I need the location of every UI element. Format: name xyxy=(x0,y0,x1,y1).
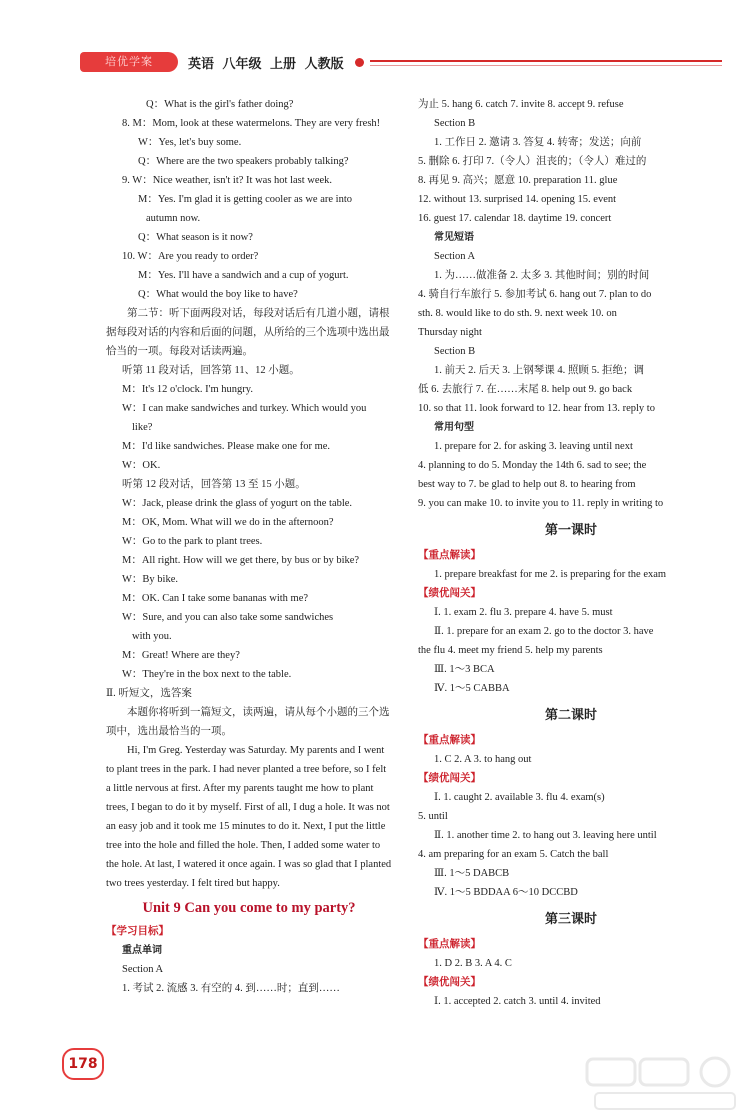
lesson-title: 第一课时 xyxy=(544,523,597,538)
right-line: 10. so that 11. look forward to 12. hear from 13. reply to xyxy=(418,403,655,414)
right-line: 5. 删除 6. 打印 7.（令人）沮丧的；（令人）难过的 xyxy=(418,156,647,167)
answer-line: the flu 4. meet my friend 5. help my parents xyxy=(418,645,603,656)
key-points-tag: 【重点解读】 xyxy=(418,549,481,561)
left-line: W：Go to the park to plant trees. xyxy=(122,536,263,547)
right-line: Section B xyxy=(434,118,476,129)
answer-line: 1. C 2. A 3. to hang out xyxy=(434,754,532,765)
left-line: autumn now. xyxy=(146,213,201,224)
left-line: W：By bike. xyxy=(122,574,178,585)
answer-line: Ⅰ. 1. accepted 2. catch 3. until 4. invited xyxy=(434,996,601,1007)
left-line: Hi, I'm Greg. Yesterday was Saturday. My parents and I went to plant trees in the park. I had never planted a tree before, so I felt a little nervous at first. After my parents taught me how to plant trees, I began to do it by myself. First of all, I dug a hole. It was not an easy job and it took me 15 minutes to do it. Next, I put the little tree into the hole and filled the hole. Then, I added some water to the hole. At last, I watered it once again. I was so glad that I planted two trees yesterday. I felt tired but happy. xyxy=(106,745,392,889)
left-line: M：Yes. I'll have a sandwich and a cup of yogurt. xyxy=(138,270,349,281)
right-line: Thursday night xyxy=(418,327,482,338)
challenge-tag: 【绩优闯关】 xyxy=(418,976,481,988)
left-line: 听第 12 段对话，回答第 13 至 15 小题。 xyxy=(122,479,306,490)
left-line: Q：What season is it now? xyxy=(138,232,253,243)
answer-line: 4. am preparing for an exam 5. Catch the ball xyxy=(418,849,609,860)
answer-line: 1. D 2. B 3. A 4. C xyxy=(434,958,512,969)
answer-line: 5. until xyxy=(418,811,448,822)
left-line: Q：What would the boy like to have? xyxy=(138,289,298,300)
left-line: M：OK. Can I take some bananas with me? xyxy=(122,593,309,604)
left-line: Ⅱ. 听短文，选答案 xyxy=(106,688,192,699)
right-column xyxy=(418,95,724,1011)
right-line: sth. 8. would like to do sth. 9. next week 10. on xyxy=(418,308,617,319)
lesson-title: 第二课时 xyxy=(544,708,597,723)
book-title: 英语 八年级 上册 人教版 xyxy=(188,57,344,72)
lesson-title: 第三课时 xyxy=(544,912,597,927)
right-line: 常用句型 xyxy=(434,422,474,433)
left-line: Q：What is the girl's father doing? xyxy=(146,99,294,110)
left-line: W：Sure, and you can also take some sandwiches xyxy=(122,612,334,623)
right-line: 8. 再见 9. 高兴；愿意 10. preparation 11. glue xyxy=(418,175,618,186)
series-badge: 培优学案 xyxy=(80,52,178,72)
right-line: 12. without 13. surprised 14. opening 15. event xyxy=(418,194,617,205)
challenge-tag: 【绩优闯关】 xyxy=(418,772,481,784)
left-line: W：Jack, please drink the glass of yogurt on the table. xyxy=(122,498,353,509)
unit-title: Unit 9 Can you come to my party? xyxy=(142,900,356,916)
right-line: 1. prepare for 2. for asking 3. leaving until next xyxy=(434,441,633,452)
key-words-heading: 重点单词 xyxy=(122,945,162,956)
answer-line: Ⅱ. 1. another time 2. to hang out 3. leaving here until xyxy=(434,830,657,841)
left-line: W：OK. xyxy=(122,460,161,471)
header-rule xyxy=(370,60,722,62)
left-line: M：OK, Mom. What will we do in the afternoon? xyxy=(122,517,334,528)
left-line: M：All right. How will we get there, by bus or by bike? xyxy=(122,555,360,566)
left-line: like? xyxy=(132,422,153,433)
watermark-logo xyxy=(585,1055,745,1115)
right-line: best way to 7. be glad to help out 8. to hearing from xyxy=(418,479,636,490)
key-points-tag: 【重点解读】 xyxy=(418,938,481,950)
right-line: 16. guest 17. calendar 18. daytime 19. concert xyxy=(418,213,612,224)
left-line: 10. W：Are you ready to order? xyxy=(122,251,259,262)
page-number: 178 xyxy=(62,1048,104,1080)
header-rule-thin xyxy=(370,65,722,66)
header-dot xyxy=(355,58,364,67)
answer-line: Ⅳ. 1～5 BDDAA 6～10 DCCBD xyxy=(434,887,578,898)
answer-line: 1. 考试 2. 流感 3. 有空的 4. 到……时；直到…… xyxy=(122,983,340,994)
right-line: 常见短语 xyxy=(434,232,474,243)
answer-line: Ⅱ. 1. prepare for an exam 2. go to the doctor 3. have xyxy=(434,626,654,637)
left-line: with you. xyxy=(132,631,172,642)
right-line: Section B xyxy=(434,346,476,357)
right-line: 1. 前天 2. 后天 3. 上钢琴课 4. 照顾 5. 拒绝；调 xyxy=(434,365,644,376)
left-line: 9. W：Nice weather, isn't it? It was hot last week. xyxy=(122,175,333,186)
left-line: W：Yes, let's buy some. xyxy=(138,137,242,148)
left-line: 本题你将听到一篇短文，读两遍，请从每个小题的三个选项中，选出最恰当的一项。 xyxy=(106,707,390,737)
key-points-tag: 【重点解读】 xyxy=(418,734,481,746)
right-line: 1. 工作日 2. 邀请 3. 答复 4. 转寄；发送；向前 xyxy=(434,137,642,148)
answer-line: Ⅰ. 1. caught 2. available 3. flu 4. exam(s) xyxy=(434,792,605,803)
challenge-tag: 【绩优闯关】 xyxy=(418,587,481,599)
left-column xyxy=(106,95,392,998)
right-line: 9. you can make 10. to invite you to 11. reply in writing to xyxy=(418,498,664,509)
right-line: 4. planning to do 5. Monday the 14th 6. sad to see; the xyxy=(418,460,647,471)
answer-line: Ⅰ. 1. exam 2. flu 3. prepare 4. have 5. must xyxy=(434,607,613,618)
learning-goal-tag: 【学习目标】 xyxy=(106,925,169,937)
left-line: 第二节：听下面两段对话，每段对话后有几道小题，请根据每段对话的内容和后面的问题，从所给的三个选项中选出最恰当的一项。每段对话读两遍。 xyxy=(106,308,390,357)
left-line: M：I'd like sandwiches. Please make one for me. xyxy=(122,441,331,452)
left-line: W：I can make sandwiches and turkey. Which would you xyxy=(122,403,367,414)
right-line: 为止 5. hang 6. catch 7. invite 8. accept 9. refuse xyxy=(418,99,624,110)
answer-line: 1. prepare breakfast for me 2. is preparing for the exam xyxy=(434,569,667,580)
left-line: 8. M：Mom, look at these watermelons. They are very fresh! xyxy=(122,118,381,129)
left-line: Q：Where are the two speakers probably talking? xyxy=(138,156,349,167)
left-line: W：They're in the box next to the table. xyxy=(122,669,292,680)
left-line: M：Yes. I'm glad it is getting cooler as we are into xyxy=(138,194,352,205)
section-a-label: Section A xyxy=(122,964,164,975)
right-line: 1. 为……做准备 2. 太多 3. 其他时间；别的时间 xyxy=(434,270,650,281)
left-line: M：Great! Where are they? xyxy=(122,650,240,661)
right-line: 4. 骑自行车旅行 5. 参加考试 6. hang out 7. plan to do xyxy=(418,289,652,300)
answer-line: Ⅲ. 1～3 BCA xyxy=(434,664,495,675)
left-line: M：It's 12 o'clock. I'm hungry. xyxy=(122,384,253,395)
answer-line: Ⅲ. 1～5 DABCB xyxy=(434,868,510,879)
answer-line: Ⅳ. 1～5 CABBA xyxy=(434,683,510,694)
page-header xyxy=(0,0,750,80)
right-line: Section A xyxy=(434,251,476,262)
right-line: 低 6. 去旅行 7. 在……末尾 8. help out 9. go back xyxy=(418,384,633,395)
left-line: 听第 11 段对话，回答第 11、12 小题。 xyxy=(122,365,300,376)
